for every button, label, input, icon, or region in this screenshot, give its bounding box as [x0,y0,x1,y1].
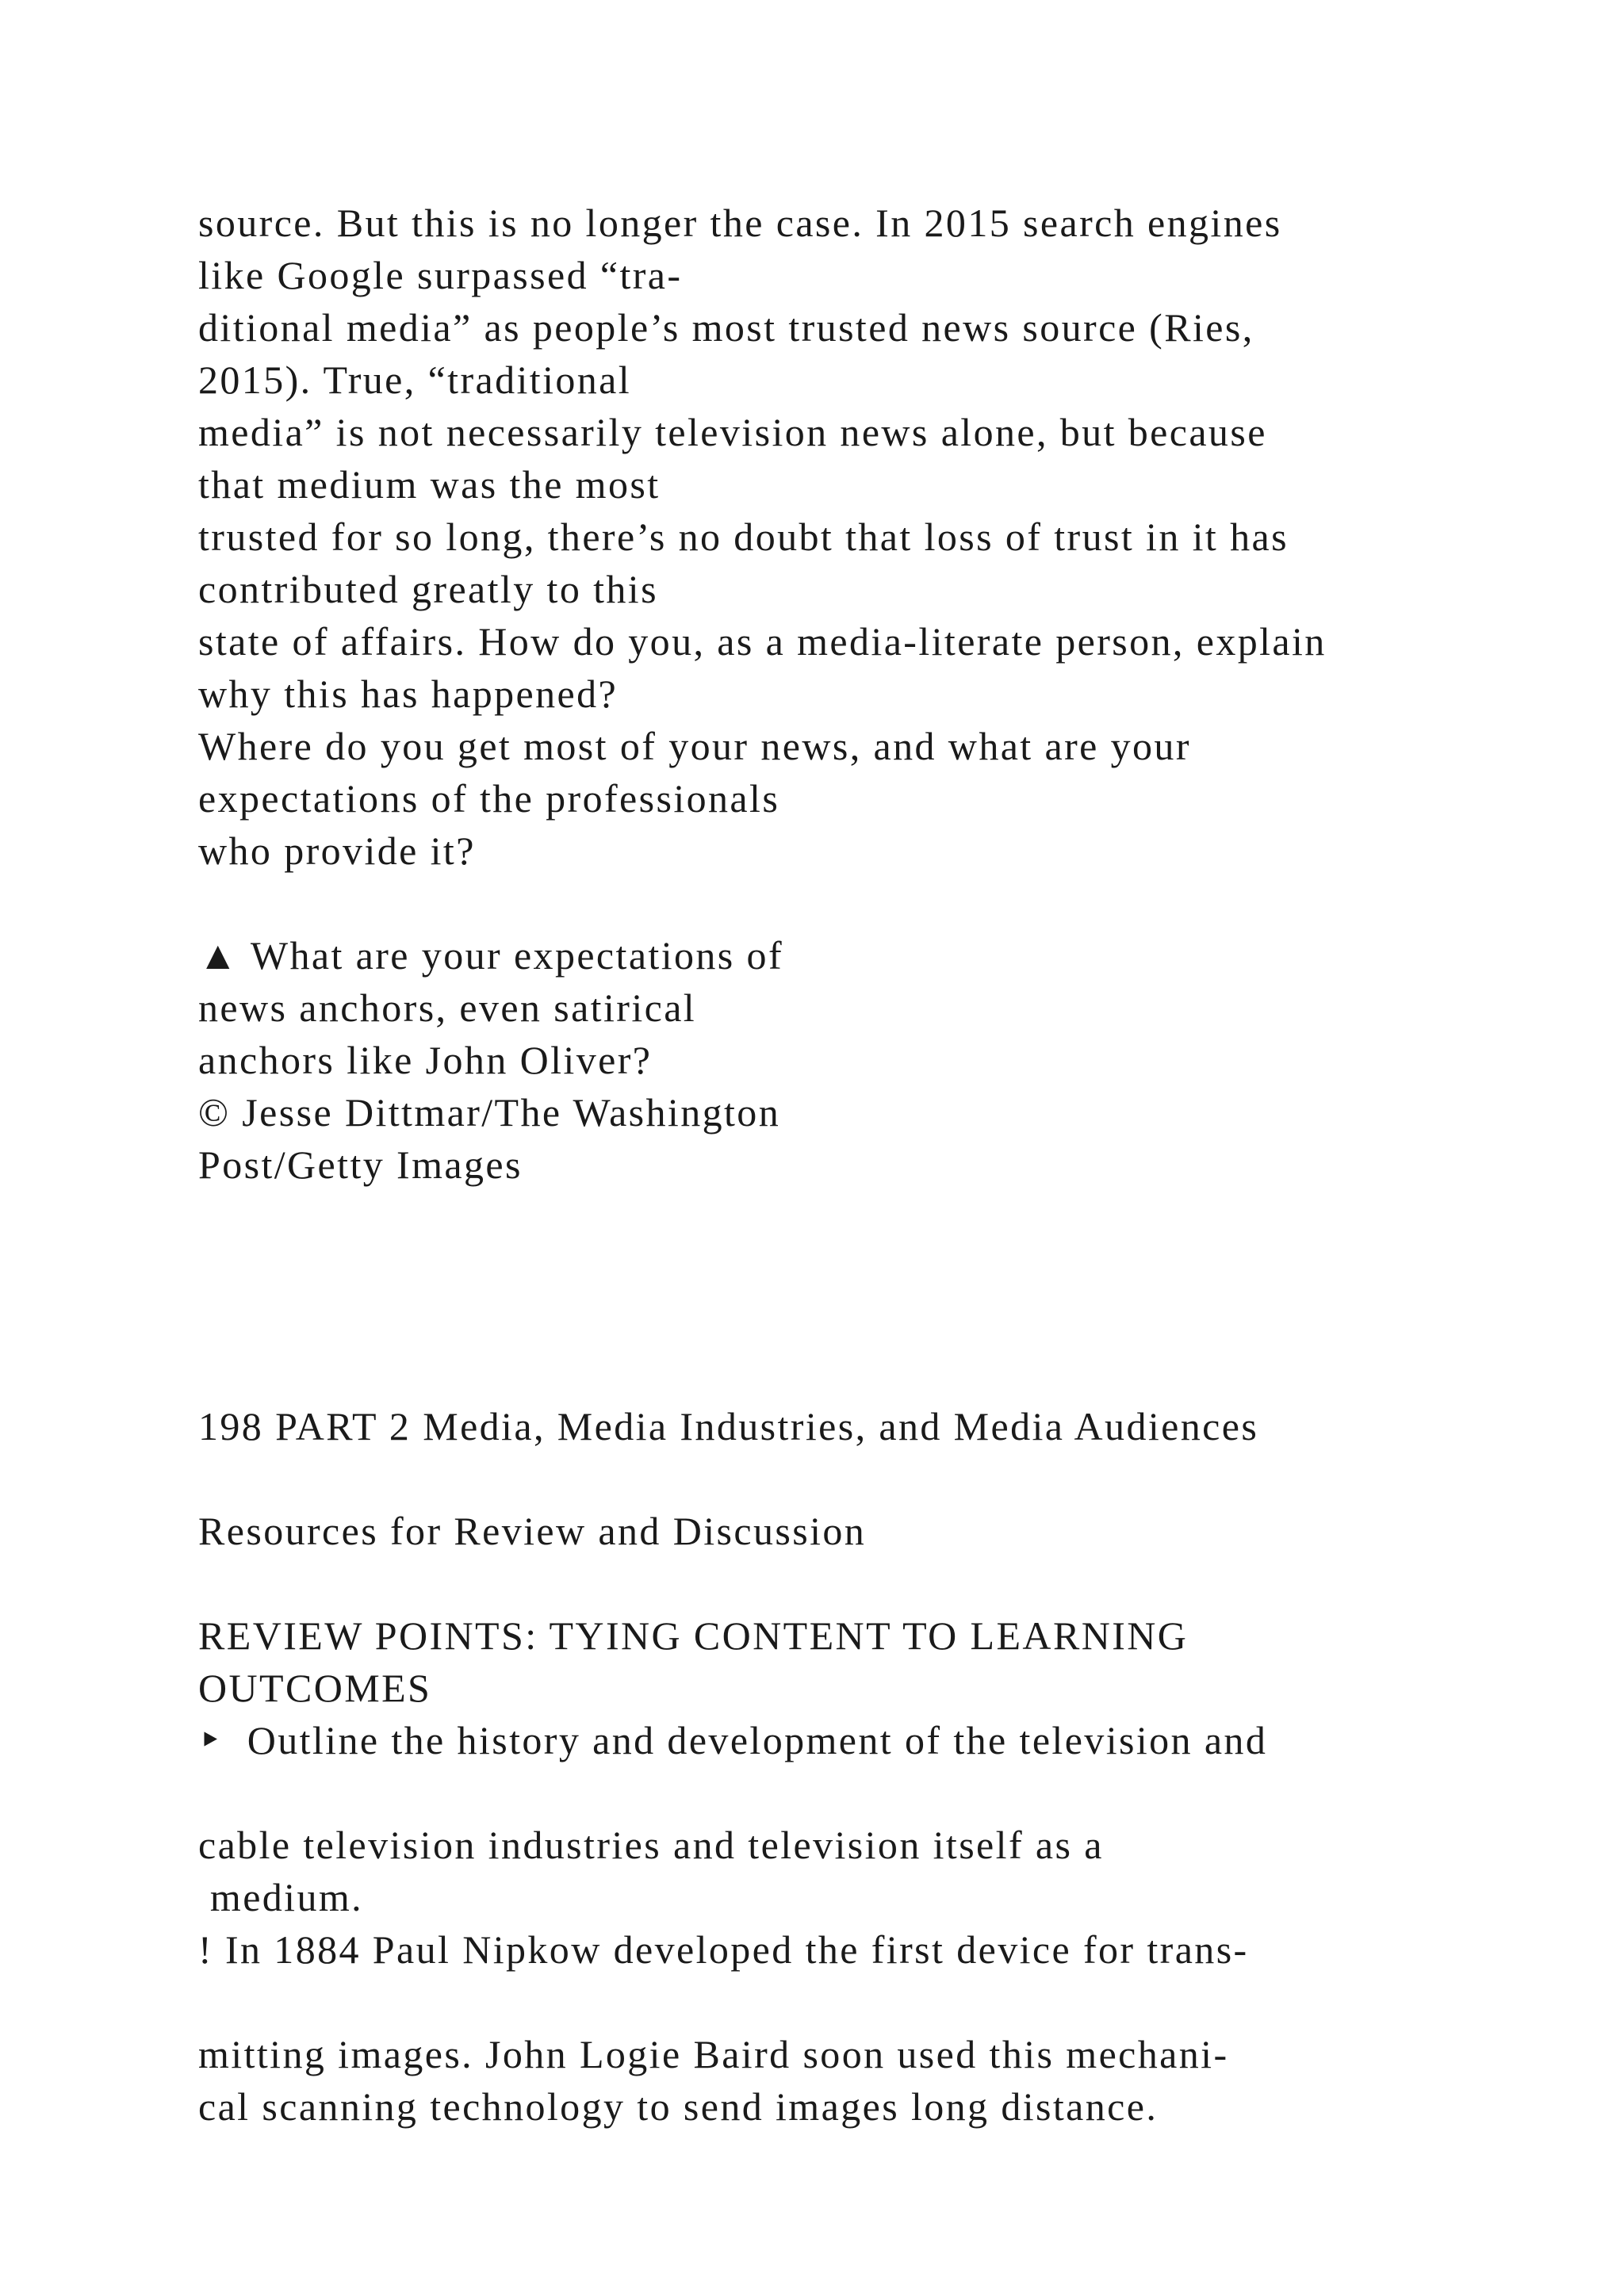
photo-caption-line: news anchors, even satirical [198,985,697,1030]
text-line: source. But this is no longer the case. In 2015 search engines [198,201,1282,245]
text-line: Where do you get most of your news, and what are your [198,724,1191,768]
text-line: like Google surpassed “tra- [198,253,683,297]
text-line: cal scanning technology to send images long distance. [198,2084,1159,2129]
text-line: state of affairs. How do you, as a media-literate person, explain [198,619,1327,664]
blank-line [198,1452,1546,1505]
blank-line [198,1243,1546,1295]
photo-caption-line: anchors like John Oliver? [198,1038,653,1082]
blank-line [198,1191,1546,1243]
blank-line [198,1766,1546,1819]
text-line: that medium was the most [198,462,661,507]
blank-line [198,1348,1546,1400]
text-line: cable television industries and television itself as a [198,1823,1104,1867]
text-line: trusted for so long, there’s no doubt that loss of trust in it has [198,515,1289,559]
text-line: contributed greatly to this [198,567,658,611]
text-line: mitting images. John Logie Baird soon used this mechani- [198,2032,1229,2076]
text-line: ! In 1884 Paul Nipkow developed the first device for trans- [198,1927,1249,1972]
photo-caption-line: ▲ What are your expectations of [198,933,783,978]
blank-line [198,1976,1546,2028]
text-line: who provide it? [198,828,476,873]
bullet-line: ‣ Outline the history and development of the television and [198,1718,1268,1762]
text-line: why this has happened? [198,672,619,716]
photo-credit-line: Post/Getty Images [198,1142,523,1187]
photo-credit-line: © Jesse Dittmar/The Washington [198,1090,781,1135]
subsection-heading: REVIEW POINTS: TYING CONTENT TO LEARNING [198,1613,1189,1658]
text-line: medium. [198,1875,364,1919]
subsection-heading: OUTCOMES [198,1666,432,1710]
text-line: 2015). True, “traditional [198,358,632,402]
page-text [198,197,1546,2133]
text-line: media” is not necessarily television news alone, but because [198,410,1267,454]
section-title: Resources for Review and Discussion [198,1509,867,1553]
text-line: ditional media” as people’s most trusted news source (Ries, [198,305,1254,350]
blank-line [198,1557,1546,1609]
blank-line [198,877,1546,929]
page-header-line: 198 PART 2 Media, Media Industries, and Media Audiences [198,1404,1259,1448]
text-line: expectations of the professionals [198,776,780,821]
blank-line [198,1295,1546,1348]
